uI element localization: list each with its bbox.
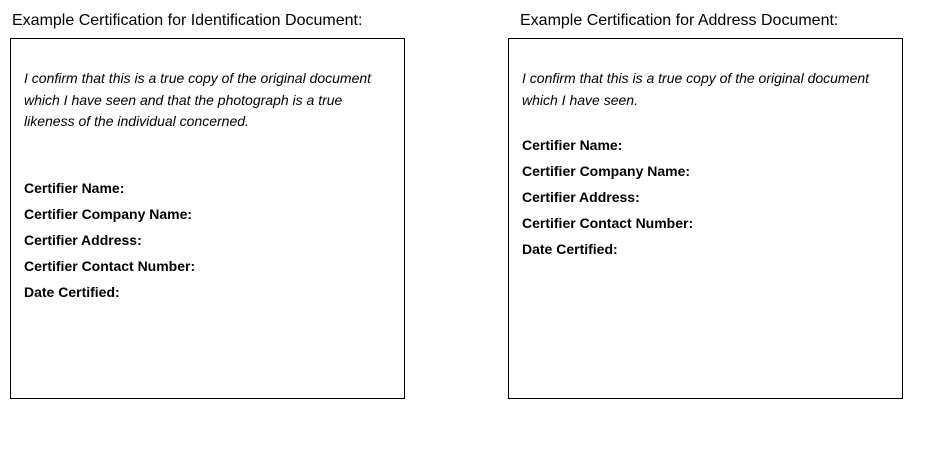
address-certification-box xyxy=(508,38,903,399)
identification-certifier-fields xyxy=(24,175,195,305)
certifier-address-label: Certifier Address: xyxy=(24,232,142,248)
date-certified-label: Date Certified: xyxy=(24,284,120,300)
certifier-contact-number-label: Certifier Contact Number: xyxy=(24,258,196,274)
identification-certification-title: Example Certification for Identification Document: xyxy=(12,12,363,29)
certifier-company-name-label: Certifier Company Name: xyxy=(24,206,193,222)
certifier-contact-number-label: Certifier Contact Number: xyxy=(522,215,694,231)
identification-certification-statement: I confirm that this is a true copy of the original document which I have seen and that the photograph is a true likeness of the individual concerned. xyxy=(24,70,372,129)
certifier-address-label: Certifier Address: xyxy=(522,189,640,205)
address-certification-title: Example Certification for Address Document: xyxy=(520,12,839,29)
certifier-name-label: Certifier Name: xyxy=(24,180,125,196)
identification-certification-box xyxy=(10,38,405,399)
address-certifier-fields xyxy=(522,132,693,262)
certifier-name-label: Certifier Name: xyxy=(522,137,623,153)
date-certified-label: Date Certified: xyxy=(522,241,618,257)
address-certification-statement: I confirm that this is a true copy of the original document which I have seen. xyxy=(522,70,870,108)
certifier-company-name-label: Certifier Company Name: xyxy=(522,163,691,179)
